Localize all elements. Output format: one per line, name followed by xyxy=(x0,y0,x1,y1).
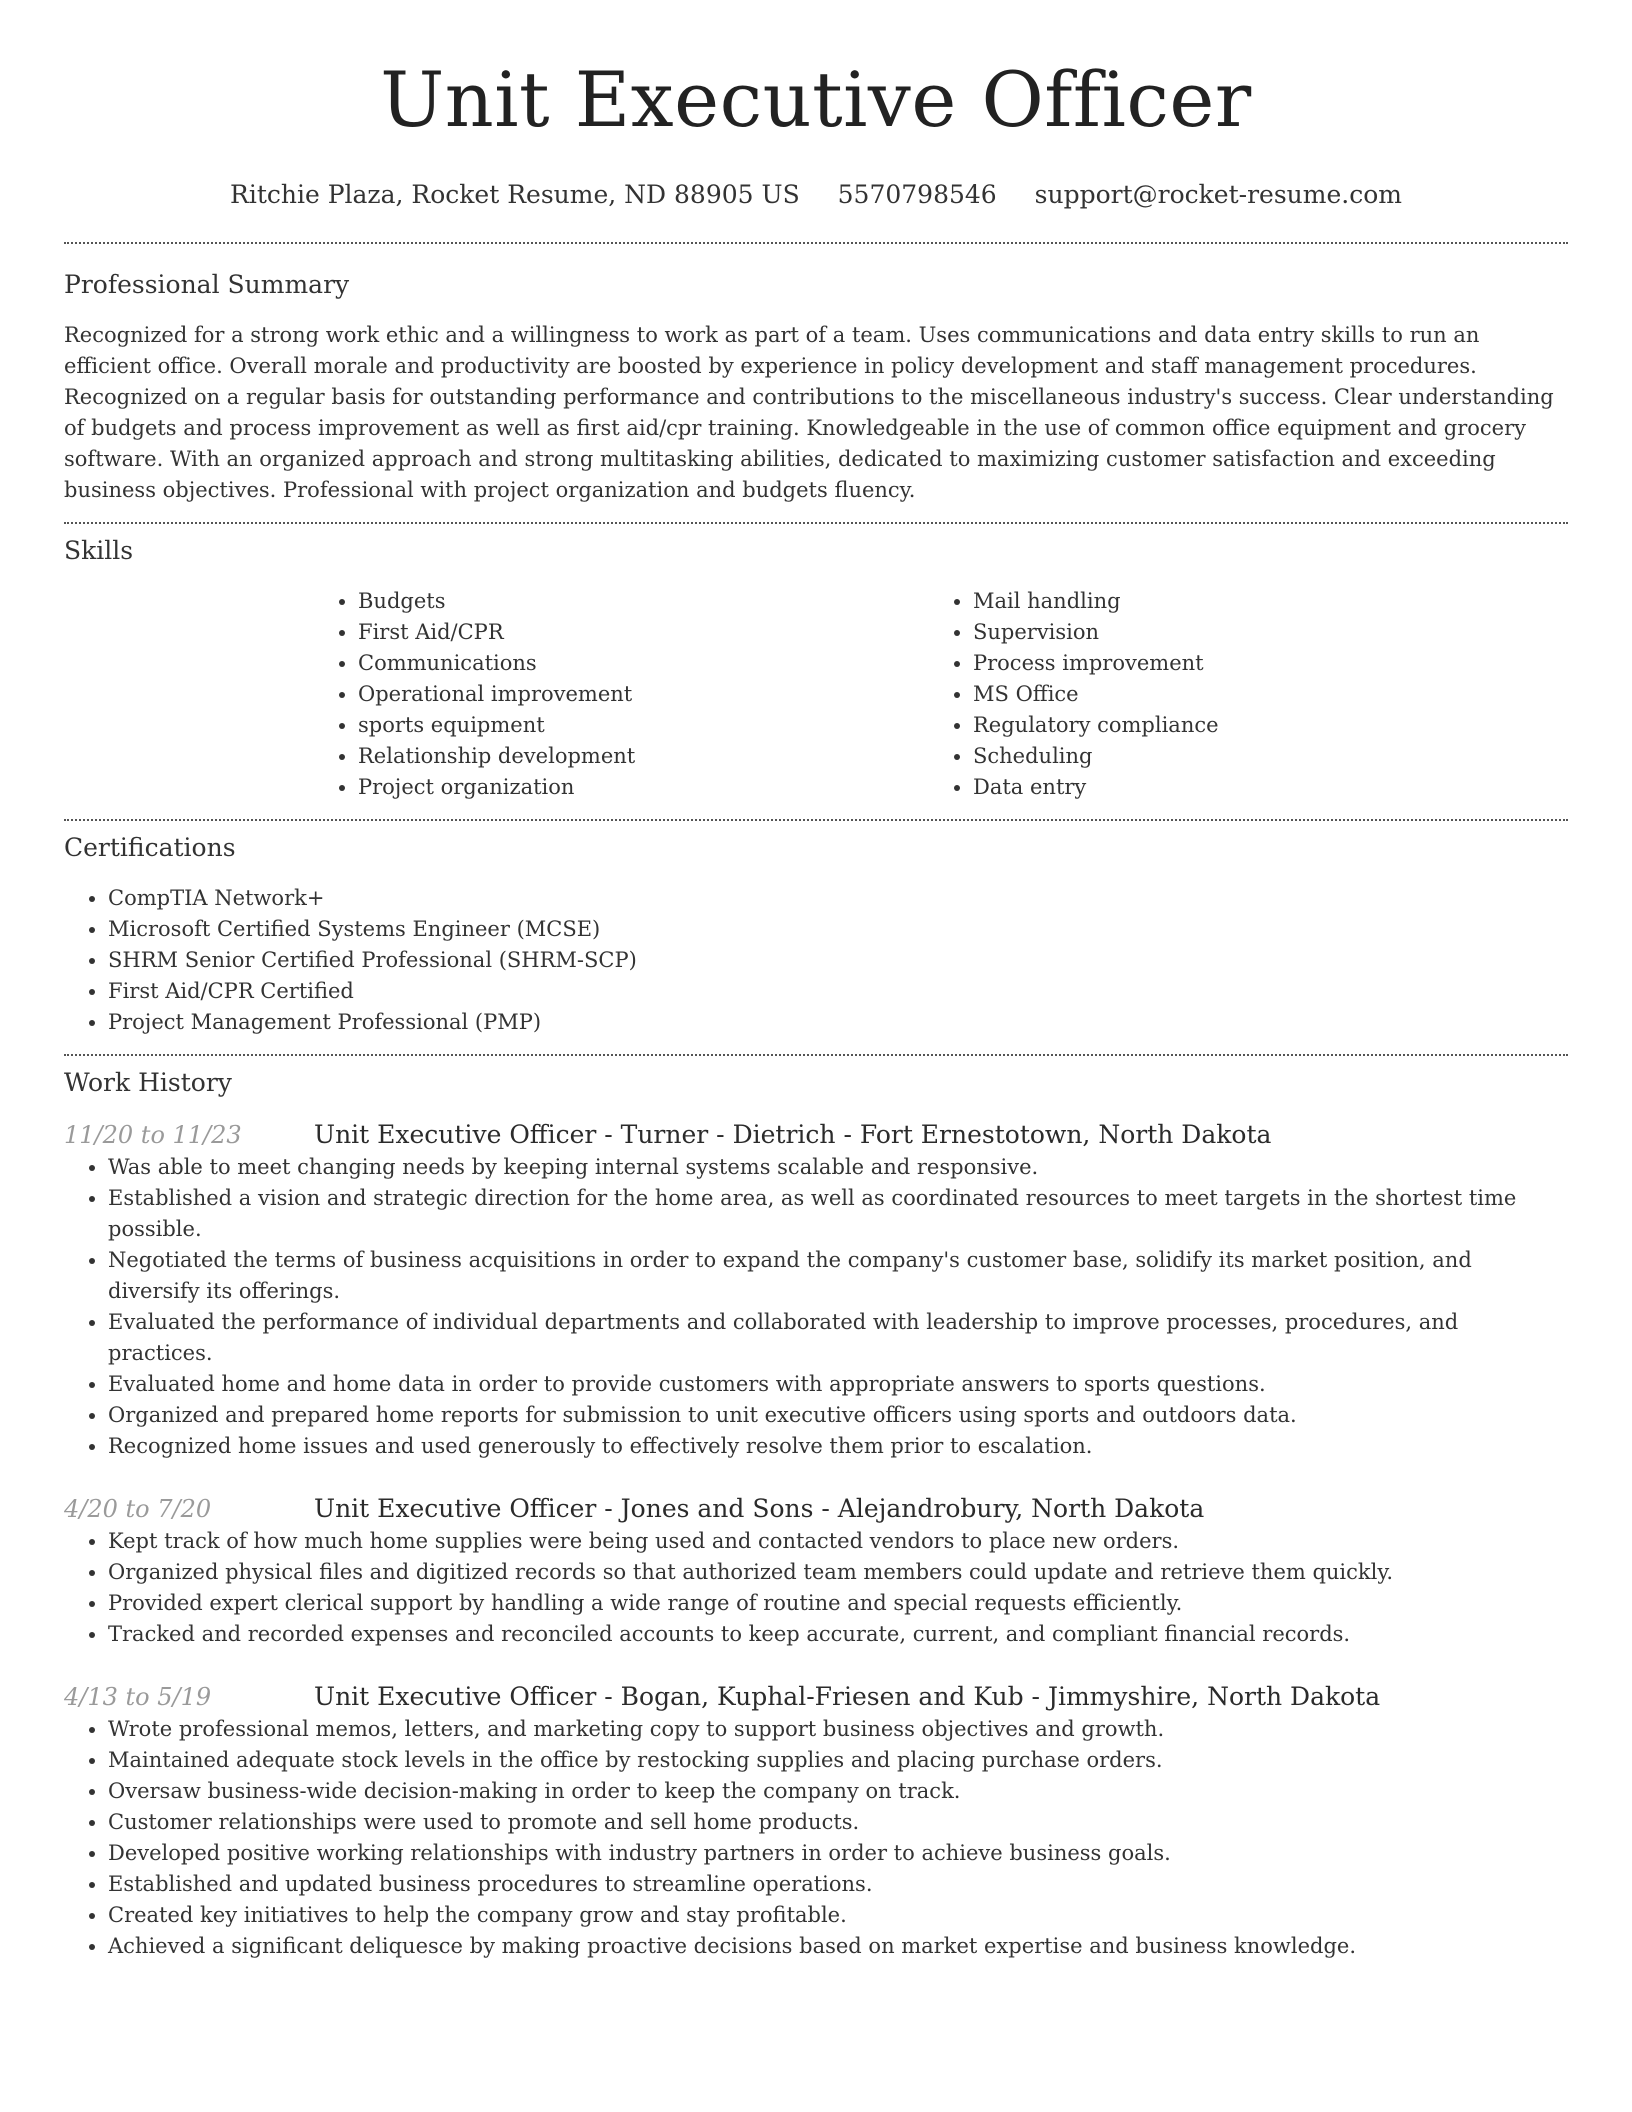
job-bullet: • Customer relationships were used to promote and sell home products. xyxy=(108,1807,1568,1838)
job-bullet: • Developed positive working relationships with industry partners in order to achieve business goals. xyxy=(108,1838,1568,1869)
job-bullets xyxy=(64,1526,1568,1650)
job-dates: 4/13 to 5/19 xyxy=(64,1683,212,1711)
skills-column-right xyxy=(929,586,1544,803)
job-header xyxy=(64,1118,1568,1152)
skills-list-left xyxy=(314,586,929,803)
job-bullet: • Established and updated business procedures to streamline operations. xyxy=(108,1869,1568,1900)
job-bullet: • Evaluated home and home data in order to provide customers with appropriate answers to sports questions. xyxy=(108,1369,1568,1400)
skill-item: • Process improvement xyxy=(973,648,1544,679)
skill-item: • Data entry xyxy=(973,772,1544,803)
job-bullet: • Tracked and recorded expenses and reconciled accounts to keep accurate, current, and compliant financial records. xyxy=(108,1619,1568,1650)
job-header xyxy=(64,1680,1568,1714)
job-bullets xyxy=(64,1152,1568,1462)
skill-item: • Operational improvement xyxy=(358,679,929,710)
resume-name: Unit Executive Officer xyxy=(380,55,1252,144)
job-bullet: • Recognized home issues and used generously to effectively resolve them prior to escalation. xyxy=(108,1431,1568,1462)
job-bullet: • Organized and prepared home reports for submission to unit executive officers using sports and outdoors data. xyxy=(108,1400,1568,1431)
certification-item: • Microsoft Certified Systems Engineer (MCSE) xyxy=(108,914,1568,945)
skill-item: • Scheduling xyxy=(973,741,1544,772)
skills-section xyxy=(64,524,1568,819)
contact-address: Ritchie Plaza, Rocket Resume, ND 88905 US xyxy=(230,180,800,209)
job-header xyxy=(64,1492,1568,1526)
job-bullet: • Established a vision and strategic direction for the home area, as well as coordinated resources to meet targets in the shortest time possible. xyxy=(108,1183,1568,1245)
job-bullet: • Oversaw business-wide decision-making in order to keep the company on track. xyxy=(108,1776,1568,1807)
skill-item: • Relationship development xyxy=(358,741,929,772)
skill-item: • Budgets xyxy=(358,586,929,617)
work-history-title: Work History xyxy=(64,1068,232,1097)
job-dates: 4/20 to 7/20 xyxy=(64,1495,212,1523)
skill-item: • sports equipment xyxy=(358,710,929,741)
work-history-section xyxy=(64,1056,1568,1962)
skills-list-right xyxy=(929,586,1544,803)
job-entry xyxy=(64,1492,1568,1650)
skill-item: • Project organization xyxy=(358,772,929,803)
certification-item: • First Aid/CPR Certified xyxy=(108,976,1568,1007)
skill-item: • Supervision xyxy=(973,617,1544,648)
job-title: Unit Executive Officer - Turner - Dietrich - Fort Ernestotown, North Dakota xyxy=(314,1120,1272,1149)
skills-grid xyxy=(314,586,1568,803)
skill-item: • Regulatory compliance xyxy=(973,710,1544,741)
job-bullet: • Evaluated the performance of individual departments and collaborated with leadership to improve processes, procedures, and practices. xyxy=(108,1307,1568,1369)
certification-item: • SHRM Senior Certified Professional (SHRM-SCP) xyxy=(108,945,1568,976)
skill-item: • Mail handling xyxy=(973,586,1544,617)
resume-header xyxy=(64,0,1568,212)
skills-title: Skills xyxy=(64,536,134,565)
job-bullet: • Created key initiatives to help the company grow and stay profitable. xyxy=(108,1900,1568,1931)
job-entry xyxy=(64,1680,1568,1962)
certifications-section xyxy=(64,821,1568,1054)
skills-column-left xyxy=(314,586,929,803)
job-dates: 11/20 to 11/23 xyxy=(64,1121,242,1149)
job-bullet: • Negotiated the terms of business acquisitions in order to expand the company's customer base, solidify its market position, and diversify its offerings. xyxy=(108,1245,1568,1307)
job-title: Unit Executive Officer - Bogan, Kuphal-Friesen and Kub - Jimmyshire, North Dakota xyxy=(314,1682,1381,1711)
summary-section xyxy=(64,244,1568,522)
certifications-title: Certifications xyxy=(64,833,236,862)
contact-line xyxy=(64,178,1568,212)
certifications-list xyxy=(64,883,1568,1038)
certification-item: • CompTIA Network+ xyxy=(108,883,1568,914)
certification-item: • Project Management Professional (PMP) xyxy=(108,1007,1568,1038)
contact-phone: 5570798546 xyxy=(837,180,997,209)
skill-item: • MS Office xyxy=(973,679,1544,710)
job-bullet: • Provided expert clerical support by handling a wide range of routine and special requests efficiently. xyxy=(108,1588,1568,1619)
job-title: Unit Executive Officer - Jones and Sons - Alejandrobury, North Dakota xyxy=(314,1494,1205,1523)
job-bullet: • Wrote professional memos, letters, and marketing copy to support business objectives and growth. xyxy=(108,1714,1568,1745)
job-entry xyxy=(64,1118,1568,1462)
skill-item: • First Aid/CPR xyxy=(358,617,929,648)
job-bullet: • Was able to meet changing needs by keeping internal systems scalable and responsive. xyxy=(108,1152,1568,1183)
job-bullet: • Achieved a significant deliquesce by making proactive decisions based on market expertise and business knowledge. xyxy=(108,1931,1568,1962)
contact-email: support@rocket-resume.com xyxy=(1034,180,1402,209)
job-bullet: • Organized physical files and digitized records so that authorized team members could update and retrieve them quickly. xyxy=(108,1557,1568,1588)
job-bullets xyxy=(64,1714,1568,1962)
job-bullet: • Kept track of how much home supplies were being used and contacted vendors to place new orders. xyxy=(108,1526,1568,1557)
job-bullet: • Maintained adequate stock levels in the office by restocking supplies and placing purchase orders. xyxy=(108,1745,1568,1776)
skill-item: • Communications xyxy=(358,648,929,679)
summary-text: Recognized for a strong work ethic and a willingness to work as part of a team. Uses communications and data entry skills to run an efficient office. Overall morale and productivity are boosted by experience in policy development and staff management procedures. Recognized on a regular basis for outstanding performance and contributions to the miscellaneous industry's success. Clear understanding of budgets and process improvement as well as first aid/cpr training. Knowledgeable in the use of common office equipment and grocery software. With an organized approach and strong multitasking abilities, dedicated to maximizing customer satisfaction and exceeding business objectives. Professional with project organization and budgets fluency. xyxy=(64,323,1554,502)
summary-title: Professional Summary xyxy=(64,270,350,299)
